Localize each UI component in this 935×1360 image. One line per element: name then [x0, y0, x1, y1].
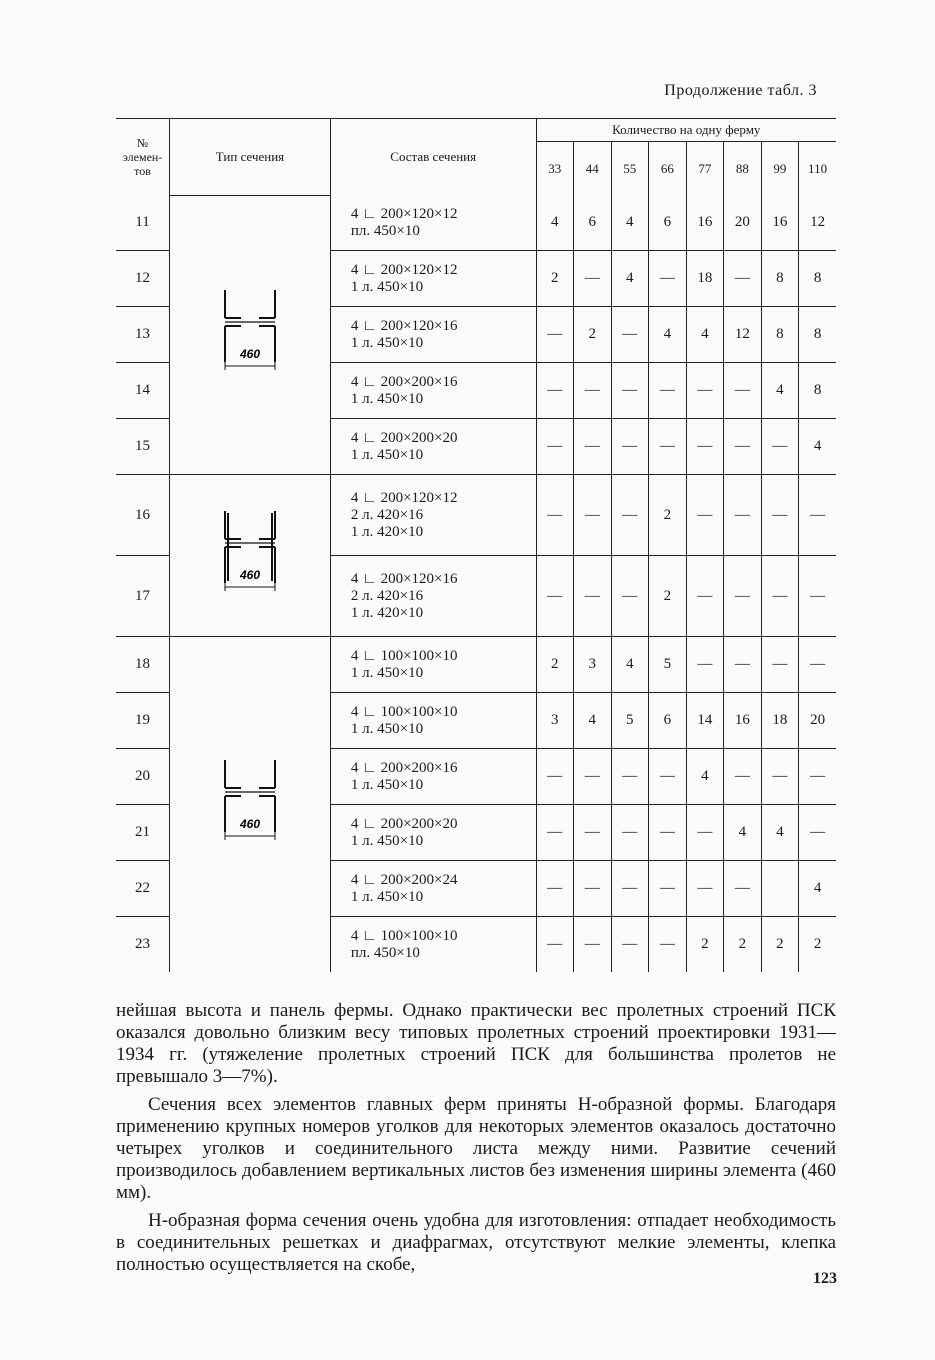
quantity-cell: — — [686, 363, 724, 419]
quantity-cell: — — [761, 475, 799, 556]
section-composition — [330, 861, 536, 917]
section-type-cell — [170, 475, 331, 637]
element-number: 21 — [116, 805, 170, 861]
composition-line: 1 л. 450×10 — [350, 720, 424, 737]
quantity-cell: 4 — [686, 307, 724, 363]
page-number: 123 — [813, 1270, 837, 1287]
quantity-cell: 2 — [649, 475, 687, 556]
quantity-cell: 18 — [761, 693, 799, 749]
quantity-cell: — — [761, 749, 799, 805]
quantity-cell: — — [611, 805, 649, 861]
quantity-cell: 2 — [536, 251, 574, 307]
quantity-cell: — — [761, 637, 799, 693]
composition-line: 4 ∟ 200×120×12 — [350, 489, 458, 506]
quantity-cell: 12 — [724, 307, 762, 363]
quantity-cell: — — [649, 749, 687, 805]
element-number: 12 — [116, 251, 170, 307]
section-composition — [330, 307, 536, 363]
quantity-cell: 6 — [649, 195, 687, 251]
quantity-cell: 3 — [574, 637, 612, 693]
quantity-cell: 8 — [799, 307, 836, 363]
quantity-cell: 4 — [574, 693, 612, 749]
quantity-cell: 20 — [724, 195, 762, 251]
composition-line: 4 ∟ 200×200×20 — [350, 429, 458, 446]
col-header-composition: Состав сечения — [330, 119, 536, 196]
quantity-cell — [761, 861, 799, 917]
quantity-cell: — — [724, 363, 762, 419]
quantity-cell: — — [574, 749, 612, 805]
quantity-cell: — — [611, 363, 649, 419]
table-row — [116, 475, 836, 556]
quantity-cell: 3 — [536, 693, 574, 749]
quantity-cell: 2 — [649, 556, 687, 637]
quantity-cell: — — [686, 419, 724, 475]
table-row — [116, 195, 836, 251]
col-header-quantity: Количество на одну ферму — [536, 119, 836, 142]
span-header: 44 — [574, 142, 612, 195]
span-header: 33 — [536, 142, 574, 195]
quantity-cell: — — [536, 419, 574, 475]
h-section-diagram — [215, 752, 285, 852]
quantity-cell: — — [799, 637, 836, 693]
section-composition — [330, 195, 536, 251]
quantity-cell: — — [799, 556, 836, 637]
composition-line: 1 л. 450×10 — [350, 446, 424, 463]
quantity-cell: 8 — [761, 251, 799, 307]
span-header: 99 — [761, 142, 799, 195]
quantity-cell: 20 — [799, 693, 836, 749]
section-type-cell — [170, 637, 331, 973]
composition-line: пл. 450×10 — [350, 222, 420, 239]
span-header: 110 — [799, 142, 836, 195]
element-number: 15 — [116, 419, 170, 475]
section-type-cell — [170, 195, 331, 475]
composition-line: 4 ∟ 100×100×10 — [350, 703, 458, 720]
quantity-cell: 6 — [649, 693, 687, 749]
composition-line: 4 ∟ 200×120×16 — [350, 570, 458, 587]
composition-line: 1 л. 450×10 — [350, 278, 424, 295]
quantity-cell: — — [574, 251, 612, 307]
quantity-cell: — — [686, 475, 724, 556]
quantity-cell: — — [649, 917, 687, 973]
quantity-cell: 4 — [649, 307, 687, 363]
quantity-cell: — — [649, 363, 687, 419]
h-section-diagram — [215, 503, 285, 603]
quantity-cell: — — [649, 419, 687, 475]
composition-line: 1 л. 450×10 — [350, 832, 424, 849]
span-header: 88 — [724, 142, 762, 195]
element-number: 23 — [116, 917, 170, 973]
composition-line: 4 ∟ 200×200×16 — [350, 373, 458, 390]
quantity-cell: — — [536, 307, 574, 363]
h-section-diagram — [215, 282, 285, 382]
element-number: 18 — [116, 637, 170, 693]
quantity-cell: 4 — [799, 419, 836, 475]
sections-table — [116, 118, 836, 972]
quantity-cell: 4 — [536, 195, 574, 251]
quantity-cell: — — [761, 556, 799, 637]
composition-line: 1 л. 450×10 — [350, 888, 424, 905]
paragraph-3: Н-образная форма сечения очень удобна для изготовления: отпадает необходимость в соединительных решетках и диафрагмах, отсутствуют мелкие элементы, клепка полностью осуществляется на скобе, — [116, 1210, 836, 1275]
quantity-cell: 12 — [810, 214, 826, 230]
composition-line: 1 л. 420×10 — [350, 523, 424, 540]
section-composition — [330, 805, 536, 861]
section-composition — [330, 251, 536, 307]
quantity-cell: — — [574, 363, 612, 419]
quantity-cell: — — [611, 861, 649, 917]
quantity-cell: 5 — [611, 693, 649, 749]
quantity-cell: — — [536, 363, 574, 419]
quantity-cell: 8 — [799, 251, 836, 307]
composition-line: 4 ∟ 100×100×10 — [350, 647, 458, 664]
composition-line: 4 ∟ 200×200×24 — [350, 871, 458, 888]
element-number: 22 — [116, 861, 170, 917]
paragraph-2: Сечения всех элементов главных ферм приняты Н-образной формы. Благодаря применению крупных номеров уголков для некоторых элементов оказалось достаточно четырех уголков и соединительного листа между ними. Развитие сечений производилось добавлением вертикальных листов без изменения ширины элемента (460 мм). — [116, 1094, 836, 1203]
section-composition — [330, 749, 536, 805]
width-dimension-label: 460 — [239, 817, 260, 831]
composition-line: 1 л. 420×10 — [350, 604, 424, 621]
quantity-cell: — — [611, 749, 649, 805]
composition-line: 4 ∟ 200×200×16 — [350, 759, 458, 776]
quantity-cell: — — [574, 805, 612, 861]
quantity-cell: 8 — [799, 363, 836, 419]
quantity-cell: — — [536, 556, 574, 637]
quantity-cell: 18 — [686, 251, 724, 307]
composition-line: 1 л. 450×10 — [350, 664, 424, 681]
quantity-cell: 4 — [761, 805, 799, 861]
quantity-cell: 2 — [724, 917, 762, 973]
quantity-cell: 5 — [649, 637, 687, 693]
width-dimension-label: 460 — [239, 347, 260, 362]
quantity-cell: 4 — [611, 195, 649, 251]
col-header-number: № элемен- тов — [116, 119, 170, 196]
section-composition — [330, 419, 536, 475]
section-composition — [330, 693, 536, 749]
element-number: 13 — [116, 307, 170, 363]
quantity-cell: 2 — [574, 307, 612, 363]
quantity-cell: — — [611, 475, 649, 556]
section-composition — [330, 363, 536, 419]
quantity-cell: 2 — [536, 637, 574, 693]
quantity-cell: — — [724, 251, 762, 307]
quantity-cell: — — [611, 917, 649, 973]
quantity-cell: 16 — [724, 693, 762, 749]
quantity-cell: — — [574, 419, 612, 475]
quantity-cell: — — [761, 419, 799, 475]
quantity-cell: — — [611, 556, 649, 637]
composition-line: 4 ∟ 200×120×12 — [350, 261, 458, 278]
quantity-cell: — — [649, 805, 687, 861]
composition-line: 1 л. 450×10 — [350, 334, 424, 351]
quantity-cell: 4 — [611, 251, 649, 307]
quantity-cell: 16 — [761, 195, 799, 251]
quantity-cell: — — [611, 307, 649, 363]
quantity-cell: — — [574, 475, 612, 556]
quantity-cell: — — [799, 749, 836, 805]
section-composition — [330, 475, 536, 556]
span-header: 55 — [611, 142, 649, 195]
quantity-cell: — — [574, 917, 612, 973]
quantity-cell: — — [611, 419, 649, 475]
composition-line: 4 ∟ 200×200×20 — [350, 815, 458, 832]
quantity-cell: 2 — [799, 917, 836, 973]
quantity-cell: — — [799, 475, 836, 556]
composition-line: 4 ∟ 200×120×12 — [350, 205, 458, 222]
quantity-cell: 2 — [686, 917, 724, 973]
quantity-cell: — — [536, 749, 574, 805]
quantity-cell: — — [724, 749, 762, 805]
quantity-cell: — — [536, 861, 574, 917]
composition-line: 4 ∟ 200×120×16 — [350, 317, 458, 334]
body-text — [116, 1000, 836, 1282]
quantity-cell: — — [574, 861, 612, 917]
quantity-cell: 14 — [686, 693, 724, 749]
table-row — [116, 637, 836, 693]
quantity-cell: — — [724, 556, 762, 637]
quantity-cell: — — [536, 475, 574, 556]
quantity-cell: 4 — [611, 637, 649, 693]
element-number: 14 — [116, 363, 170, 419]
composition-line: 1 л. 450×10 — [350, 776, 424, 793]
quantity-cell: — — [536, 917, 574, 973]
width-dimension-label: 460 — [239, 568, 260, 582]
section-composition — [330, 556, 536, 637]
section-composition — [330, 637, 536, 693]
element-number: 19 — [116, 693, 170, 749]
quantity-cell: — — [686, 805, 724, 861]
quantity-cell: 4 — [761, 363, 799, 419]
element-number: 16 — [116, 475, 170, 556]
table-continuation-caption: Продолжение табл. 3 — [664, 82, 817, 99]
quantity-cell: — — [724, 475, 762, 556]
element-number: 20 — [116, 749, 170, 805]
span-header: 77 — [686, 142, 724, 195]
quantity-cell: — — [686, 556, 724, 637]
quantity-cell: — — [686, 637, 724, 693]
section-composition — [330, 917, 536, 973]
quantity-cell: 4 — [799, 861, 836, 917]
composition-line: пл. 450×10 — [350, 944, 420, 961]
quantity-cell: — — [724, 419, 762, 475]
quantity-cell: 4 — [686, 749, 724, 805]
quantity-cell: — — [536, 805, 574, 861]
quantity-cell: — — [649, 251, 687, 307]
col-header-type: Тип сечения — [170, 119, 331, 196]
composition-line: 4 ∟ 100×100×10 — [350, 927, 458, 944]
composition-line: 1 л. 450×10 — [350, 390, 424, 407]
quantity-cell: — — [686, 861, 724, 917]
element-number: 17 — [116, 556, 170, 637]
composition-line: 2 л. 420×16 — [350, 506, 424, 523]
quantity-cell: — — [649, 861, 687, 917]
quantity-cell: — — [574, 556, 612, 637]
quantity-cell: — — [724, 861, 762, 917]
quantity-cell: 2 — [761, 917, 799, 973]
quantity-cell: 4 — [724, 805, 762, 861]
quantity-cell: — — [724, 637, 762, 693]
quantity-cell: 8 — [761, 307, 799, 363]
quantity-cell: 6 — [574, 195, 612, 251]
span-header: 66 — [649, 142, 687, 195]
quantity-cell: 16 — [686, 195, 724, 251]
quantity-cell: — — [799, 805, 836, 861]
element-number: 11 — [116, 195, 170, 251]
paragraph-1: нейшая высота и панель фермы. Однако практически вес пролетных строений ПСК оказался довольно близким весу типовых пролетных строений проектировки 1931—1934 гг. (утяжеление пролетных строений ПСК для большинства пролетов не превышало 3—7%). — [116, 1000, 836, 1087]
composition-line: 2 л. 420×16 — [350, 587, 424, 604]
